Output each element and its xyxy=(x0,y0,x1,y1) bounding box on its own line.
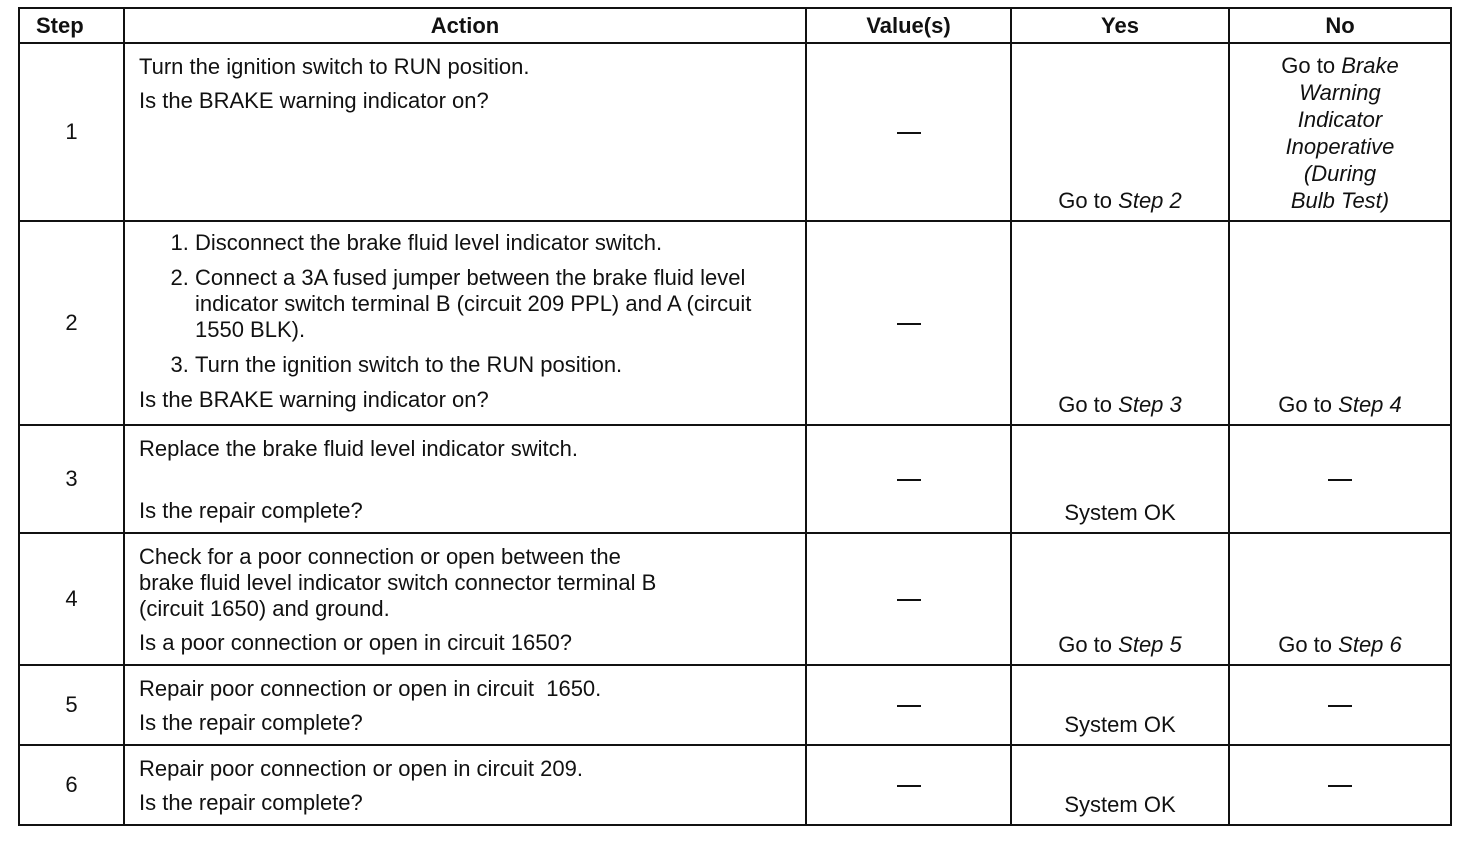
no-cell xyxy=(1229,221,1451,425)
header-step: Step xyxy=(19,8,124,43)
action-question: Is the repair complete? xyxy=(139,498,363,523)
no-cell xyxy=(1229,665,1451,745)
value-cell xyxy=(806,533,1011,665)
step-number: 1 xyxy=(19,43,124,221)
table-row xyxy=(19,745,1451,825)
action-step-item: 2. Connect a 3A fused jumper between the brake fluid level indicator switch terminal B (circuit 209 PPL) and A (circuit 1550 BLK). xyxy=(195,265,791,343)
goto-procedure-link[interactable]: Brake xyxy=(1341,53,1399,78)
header-action: Action xyxy=(124,8,806,43)
em-dash-glyph xyxy=(1328,785,1352,788)
action-cell xyxy=(124,425,806,533)
yes-cell xyxy=(1011,533,1229,665)
table-row xyxy=(19,43,1451,221)
action-instruction: Repair poor connection or open in circuit 1650. xyxy=(139,676,602,701)
goto-step-link[interactable]: Step 2 xyxy=(1118,188,1182,213)
header-no: No xyxy=(1229,8,1451,43)
table-row xyxy=(19,221,1451,425)
step-number: 5 xyxy=(19,665,124,745)
goto-step-link[interactable]: Step 6 xyxy=(1338,632,1402,657)
value-cell xyxy=(806,745,1011,825)
goto-step-link[interactable]: Step 3 xyxy=(1118,392,1182,417)
table-row xyxy=(19,533,1451,665)
yes-cell xyxy=(1011,43,1229,221)
action-question: Is the repair complete? xyxy=(139,790,363,815)
table-row xyxy=(19,425,1451,533)
action-question: Is a poor connection or open in circuit 1650? xyxy=(139,630,572,655)
action-steps-list xyxy=(139,230,791,378)
action-instruction: Replace the brake fluid level indicator switch. xyxy=(139,436,579,461)
action-step-item: 3. Turn the ignition switch to the RUN position. xyxy=(195,352,791,378)
action-step-item: 1. Disconnect the brake fluid level indicator switch. xyxy=(195,230,791,256)
em-dash-glyph xyxy=(897,785,921,788)
step-number: 6 xyxy=(19,745,124,825)
system-ok-label: System OK xyxy=(1064,792,1176,817)
em-dash-glyph xyxy=(897,705,921,708)
action-question: Is the BRAKE warning indicator on? xyxy=(139,88,489,113)
value-cell xyxy=(806,425,1011,533)
step-number: 4 xyxy=(19,533,124,665)
no-cell xyxy=(1229,43,1451,221)
diagnostic-table xyxy=(18,7,1452,826)
goto-prefix: Go to xyxy=(1058,188,1113,213)
em-dash-glyph xyxy=(897,479,921,482)
yes-cell xyxy=(1011,665,1229,745)
system-ok-label: System OK xyxy=(1064,500,1176,525)
goto-step-link[interactable]: Step 5 xyxy=(1118,632,1182,657)
action-cell xyxy=(124,533,806,665)
em-dash-glyph xyxy=(897,132,921,135)
yes-cell xyxy=(1011,221,1229,425)
goto-prefix: Go to xyxy=(1058,632,1113,657)
em-dash-glyph xyxy=(1328,479,1352,482)
em-dash-glyph xyxy=(897,323,921,326)
goto-procedure-link-line[interactable]: Inoperative xyxy=(1285,134,1395,159)
action-cell xyxy=(124,665,806,745)
header-row xyxy=(19,8,1451,43)
table-row xyxy=(19,665,1451,745)
goto-prefix: Go to xyxy=(1058,392,1113,417)
action-instruction: Check for a poor connection or open between the brake fluid level indicator switch connector terminal B (circuit 1650) and ground. xyxy=(139,544,657,621)
no-cell xyxy=(1229,533,1451,665)
value-cell xyxy=(806,221,1011,425)
goto-step-link[interactable]: Step 4 xyxy=(1338,392,1402,417)
step-number: 2 xyxy=(19,221,124,425)
action-cell xyxy=(124,43,806,221)
value-cell xyxy=(806,665,1011,745)
goto-procedure-link-line[interactable]: (During xyxy=(1303,161,1377,186)
system-ok-label: System OK xyxy=(1064,712,1176,737)
header-values: Value(s) xyxy=(806,8,1011,43)
action-cell xyxy=(124,221,806,425)
goto-prefix: Go to xyxy=(1278,632,1333,657)
yes-cell xyxy=(1011,425,1229,533)
yes-cell xyxy=(1011,745,1229,825)
action-question: Is the BRAKE warning indicator on? xyxy=(139,387,489,412)
step-number: 3 xyxy=(19,425,124,533)
goto-procedure-link-line[interactable]: Bulb Test) xyxy=(1290,188,1390,213)
value-cell xyxy=(806,43,1011,221)
goto-procedure-link-line[interactable]: Indicator xyxy=(1297,107,1383,132)
em-dash-glyph xyxy=(1328,705,1352,708)
goto-prefix: Go to xyxy=(1281,53,1336,78)
goto-procedure-link-line[interactable]: Warning xyxy=(1299,80,1381,105)
action-instruction: Turn the ignition switch to RUN position. xyxy=(139,54,530,79)
no-cell xyxy=(1229,425,1451,533)
em-dash-glyph xyxy=(897,599,921,602)
action-instruction: Repair poor connection or open in circuit 209. xyxy=(139,756,583,781)
no-cell xyxy=(1229,745,1451,825)
goto-prefix: Go to xyxy=(1278,392,1333,417)
action-cell xyxy=(124,745,806,825)
header-yes: Yes xyxy=(1011,8,1229,43)
action-question: Is the repair complete? xyxy=(139,710,363,735)
